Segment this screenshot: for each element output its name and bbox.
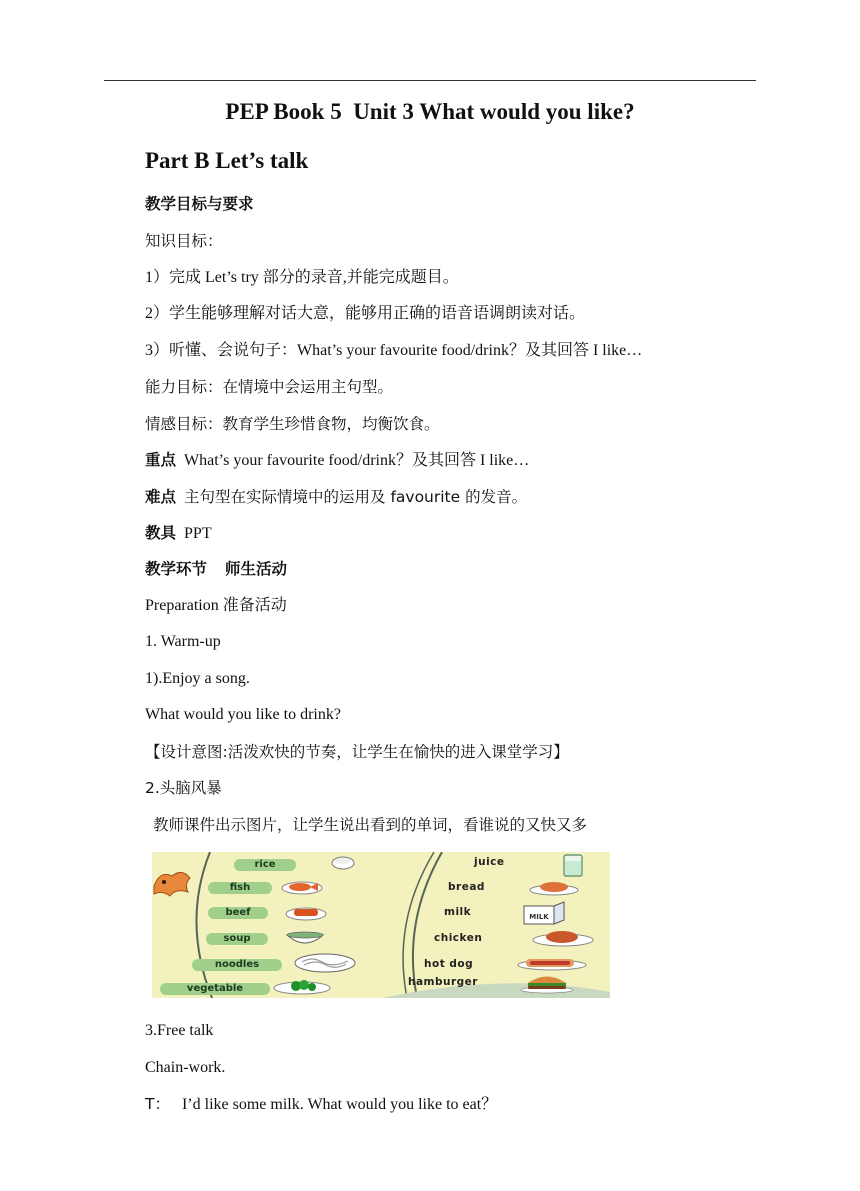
- milk-carton-icon: [520, 900, 572, 926]
- vegetable-plate-icon: [272, 978, 332, 996]
- juice-glass-icon: [558, 852, 588, 878]
- steps-label: 教学环节: [145, 560, 208, 578]
- teaching-aids-label: 教具: [145, 524, 177, 542]
- part-title: Part B Let’s talk: [145, 148, 309, 173]
- word-chicken: chicken: [434, 932, 483, 944]
- beef-dish-icon: [284, 905, 328, 921]
- goal-item-1: 1）完成 Let’s try 部分的录音,并能完成题目。: [145, 269, 459, 286]
- chicken-plate-icon: [530, 929, 596, 947]
- free-talk-heading: 3.Free talk: [145, 1022, 214, 1039]
- key-point-label: 重点: [145, 451, 177, 469]
- word-milk: milk: [444, 906, 472, 918]
- word-bread: bread: [448, 881, 485, 893]
- steps-heading: [145, 559, 287, 580]
- difficult-point-label: 难点: [145, 488, 177, 506]
- brainstorm-description: 教师课件出示图片，让学生说出看到的单词，看谁说的又快又多: [153, 816, 588, 834]
- header-rule: [104, 80, 756, 81]
- word-soup: soup: [206, 933, 268, 945]
- word-beef: beef: [208, 907, 268, 919]
- dialogue-speaker: T：: [145, 1095, 170, 1113]
- knowledge-goal: 知识目标：: [145, 232, 223, 250]
- food-vocabulary-picture: [152, 852, 610, 998]
- milk-carton-label: MILK: [529, 913, 549, 921]
- goal-item-3: 3）听懂、会说句子：What’s your favourite food/drink？及其回答 I like…: [145, 342, 643, 359]
- bread-plate-icon: [528, 880, 580, 896]
- key-point: [145, 450, 529, 471]
- key-point-text: What’s your favourite food/drink？及其回答 I like…: [184, 452, 530, 469]
- hamburger-icon: [518, 972, 576, 994]
- teaching-aids-text: PPT: [184, 525, 212, 542]
- word-hamburger: hamburger: [408, 976, 478, 988]
- soup-bowl-icon: [284, 929, 326, 947]
- brainstorm-heading: 2.头脑风暴: [145, 779, 222, 797]
- design-intent: 【设计意图:活泼欢快的节奏，让学生在愉快的进入课堂学习】: [145, 743, 569, 761]
- word-noodles: noodles: [192, 959, 282, 971]
- song-title: What would you like to drink?: [145, 706, 341, 723]
- teaching-aids: [145, 523, 212, 544]
- document-title: PEP Book 5 Unit 3 What would you like?: [225, 99, 635, 124]
- warmup-heading: 1. Warm-up: [145, 633, 221, 650]
- noodles-bowl-icon: [292, 952, 358, 974]
- hot-dog-plate-icon: [516, 954, 588, 972]
- dialogue-text: I’d like some milk. What would you like to eat？: [181, 1096, 498, 1113]
- word-hot-dog: hot dog: [424, 958, 474, 970]
- word-juice: juice: [474, 856, 505, 868]
- cartoon-animal-icon: [152, 866, 192, 900]
- dialogue-line: [145, 1094, 497, 1115]
- activities-label: 师生活动: [225, 560, 288, 578]
- goal-item-2: 2）学生能够理解对话大意，能够用正确的语音语调朗读对话。: [145, 305, 586, 322]
- difficult-point-text: 主句型在实际情境中的运用及 favourite 的发音。: [184, 488, 528, 506]
- preparation-heading: Preparation 准备活动: [145, 597, 287, 614]
- chain-work: Chain-work.: [145, 1059, 226, 1076]
- word-vegetable: vegetable: [160, 983, 270, 995]
- enjoy-song: 1).Enjoy a song.: [145, 670, 250, 687]
- word-rice: rice: [234, 859, 296, 871]
- emotion-goal: 情感目标：教育学生珍惜食物，均衡饮食。: [145, 415, 440, 433]
- fish-dish-icon: [280, 879, 324, 895]
- rice-bowl-icon: [330, 854, 356, 872]
- difficult-point: [145, 487, 527, 508]
- objectives-heading: 教学目标与要求: [145, 195, 254, 213]
- ability-goal: 能力目标：在情境中会运用主句型。: [145, 378, 394, 396]
- word-fish: fish: [208, 882, 272, 894]
